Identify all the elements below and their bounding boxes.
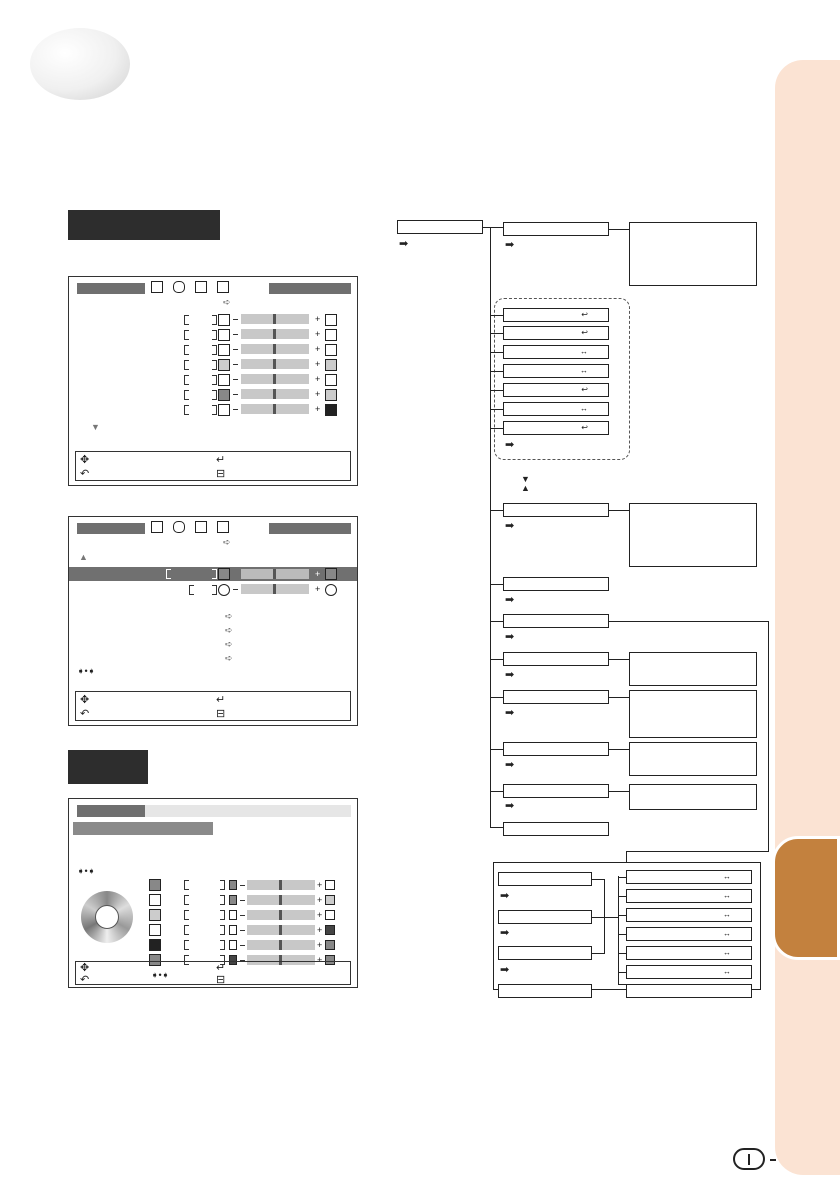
menu-screen-3: ➧•➧ + + + + + + ➧•➧ ✥ ↵ ↶ ⊟: [68, 798, 358, 988]
flow-root-box: [397, 220, 483, 234]
side-tab: [775, 60, 840, 1175]
right-arrow-icon[interactable]: ➪: [225, 611, 233, 621]
right-arrow-icon: ➡: [500, 890, 510, 902]
right-arrow-icon: ➡: [399, 238, 409, 250]
nav-guide: [75, 691, 351, 721]
note-box: [629, 742, 757, 776]
sun-icon: [325, 329, 337, 341]
right-arrow-icon: ➪: [223, 537, 231, 547]
menu-icon: ⊟: [216, 708, 226, 720]
right-arrow-icon[interactable]: ➪: [225, 653, 233, 663]
reset-icon[interactable]: ➧•➧: [77, 866, 96, 876]
picture-tab-icon: [151, 281, 163, 293]
flow-item-box: [503, 690, 609, 704]
page-number-badge: [733, 1148, 765, 1170]
header-decoration: [30, 28, 130, 100]
flow-item-box: [503, 503, 609, 517]
setup-tab-icon: [195, 521, 207, 533]
flow-item-box: [503, 577, 609, 591]
color-wheel-icon: [81, 891, 133, 943]
right-arrow-icon: ➡: [500, 964, 510, 976]
move-icon: ✥: [80, 962, 90, 974]
note-box: [629, 222, 757, 286]
enter-icon: ↵: [216, 454, 226, 466]
color-dots-icon: [325, 568, 337, 580]
triangle-up-icon[interactable]: ▲: [79, 552, 88, 562]
right-arrow-icon: ➡: [505, 800, 515, 812]
right-arrow-icon: ➡: [505, 520, 515, 532]
menu-tab-right: [269, 523, 351, 534]
menu-icon: ⊟: [216, 974, 226, 986]
move-icon: ✥: [80, 694, 90, 706]
enter-icon: ↵: [216, 962, 226, 974]
right-arrow-icon: ➡: [505, 759, 515, 771]
menu-screen-1: ➪ + + + + + + + ▼ ✥ ↵ ↶ ⊟: [68, 276, 358, 486]
right-arrow-icon: ➡: [505, 439, 515, 451]
right-arrow-icon: ➡: [505, 594, 515, 606]
menu-tab-left: [77, 805, 145, 817]
menu-screen-2: ➪ ▲ + + ➪ ➪ ➪ ➪ ➧•➧ ✥ ↵ ↶ ⊟: [68, 516, 358, 726]
menu-tab-left: [77, 283, 145, 294]
return-icon: ↶: [80, 468, 90, 480]
flow-item-box: [498, 984, 592, 998]
flow-item-box: [503, 652, 609, 666]
right-arrow-icon: ➡: [505, 669, 515, 681]
right-arrow-icon: ➡: [505, 707, 515, 719]
sun-icon: [218, 329, 230, 341]
section-header-2: [68, 750, 148, 784]
reset-icon[interactable]: ➧•➧: [151, 970, 170, 980]
right-arrow-icon[interactable]: ➪: [225, 625, 233, 635]
selected-row[interactable]: +: [69, 567, 357, 581]
right-arrow-icon[interactable]: ➪: [225, 639, 233, 649]
menu-tab-bar: [145, 805, 351, 817]
color-dots-icon: [325, 344, 337, 356]
right-arrow-icon: ➪: [223, 297, 231, 307]
options-tab-icon: [217, 281, 229, 293]
note-box: [629, 784, 757, 810]
options-tab-icon: [217, 521, 229, 533]
color-dots-icon: [218, 568, 230, 580]
triangle-down-icon: ▼: [521, 474, 530, 484]
right-arrow-icon: ➡: [505, 631, 515, 643]
color-dots-icon: [218, 344, 230, 356]
nav-guide: [75, 961, 351, 985]
note-box: [629, 652, 757, 686]
menu-icon: ⊟: [216, 468, 226, 480]
section-header-1: [68, 210, 220, 240]
flow-item-box: [503, 784, 609, 798]
menu-tab-left: [77, 523, 145, 534]
return-icon: ↶: [80, 708, 90, 720]
right-arrow-icon: ➡: [505, 239, 515, 251]
audio-tab-icon: [173, 521, 185, 533]
page-dash: [770, 1159, 776, 1161]
side-tab-active: [772, 836, 840, 960]
nav-guide: [75, 451, 351, 481]
flow-item-box: [503, 742, 609, 756]
triangle-down-icon[interactable]: ▼: [91, 422, 100, 432]
triangle-up-icon: ▲: [521, 483, 530, 493]
submenu-header: [73, 822, 213, 835]
flow-item-box: [503, 822, 609, 836]
menu-tab-right: [269, 283, 351, 294]
setup-tab-icon: [195, 281, 207, 293]
right-arrow-icon: ➡: [500, 927, 510, 939]
audio-tab-icon: [173, 281, 185, 293]
note-box: [629, 690, 757, 738]
flow-item-box: [503, 614, 609, 628]
enter-icon: ↵: [216, 694, 226, 706]
move-icon: ✥: [80, 454, 90, 466]
picture-tab-icon: [151, 521, 163, 533]
reset-icon[interactable]: ➧•➧: [77, 666, 96, 676]
note-box: [629, 503, 757, 567]
return-icon: ↶: [80, 974, 90, 986]
flow-item-box: [503, 222, 609, 236]
adjust-group: [494, 298, 630, 460]
